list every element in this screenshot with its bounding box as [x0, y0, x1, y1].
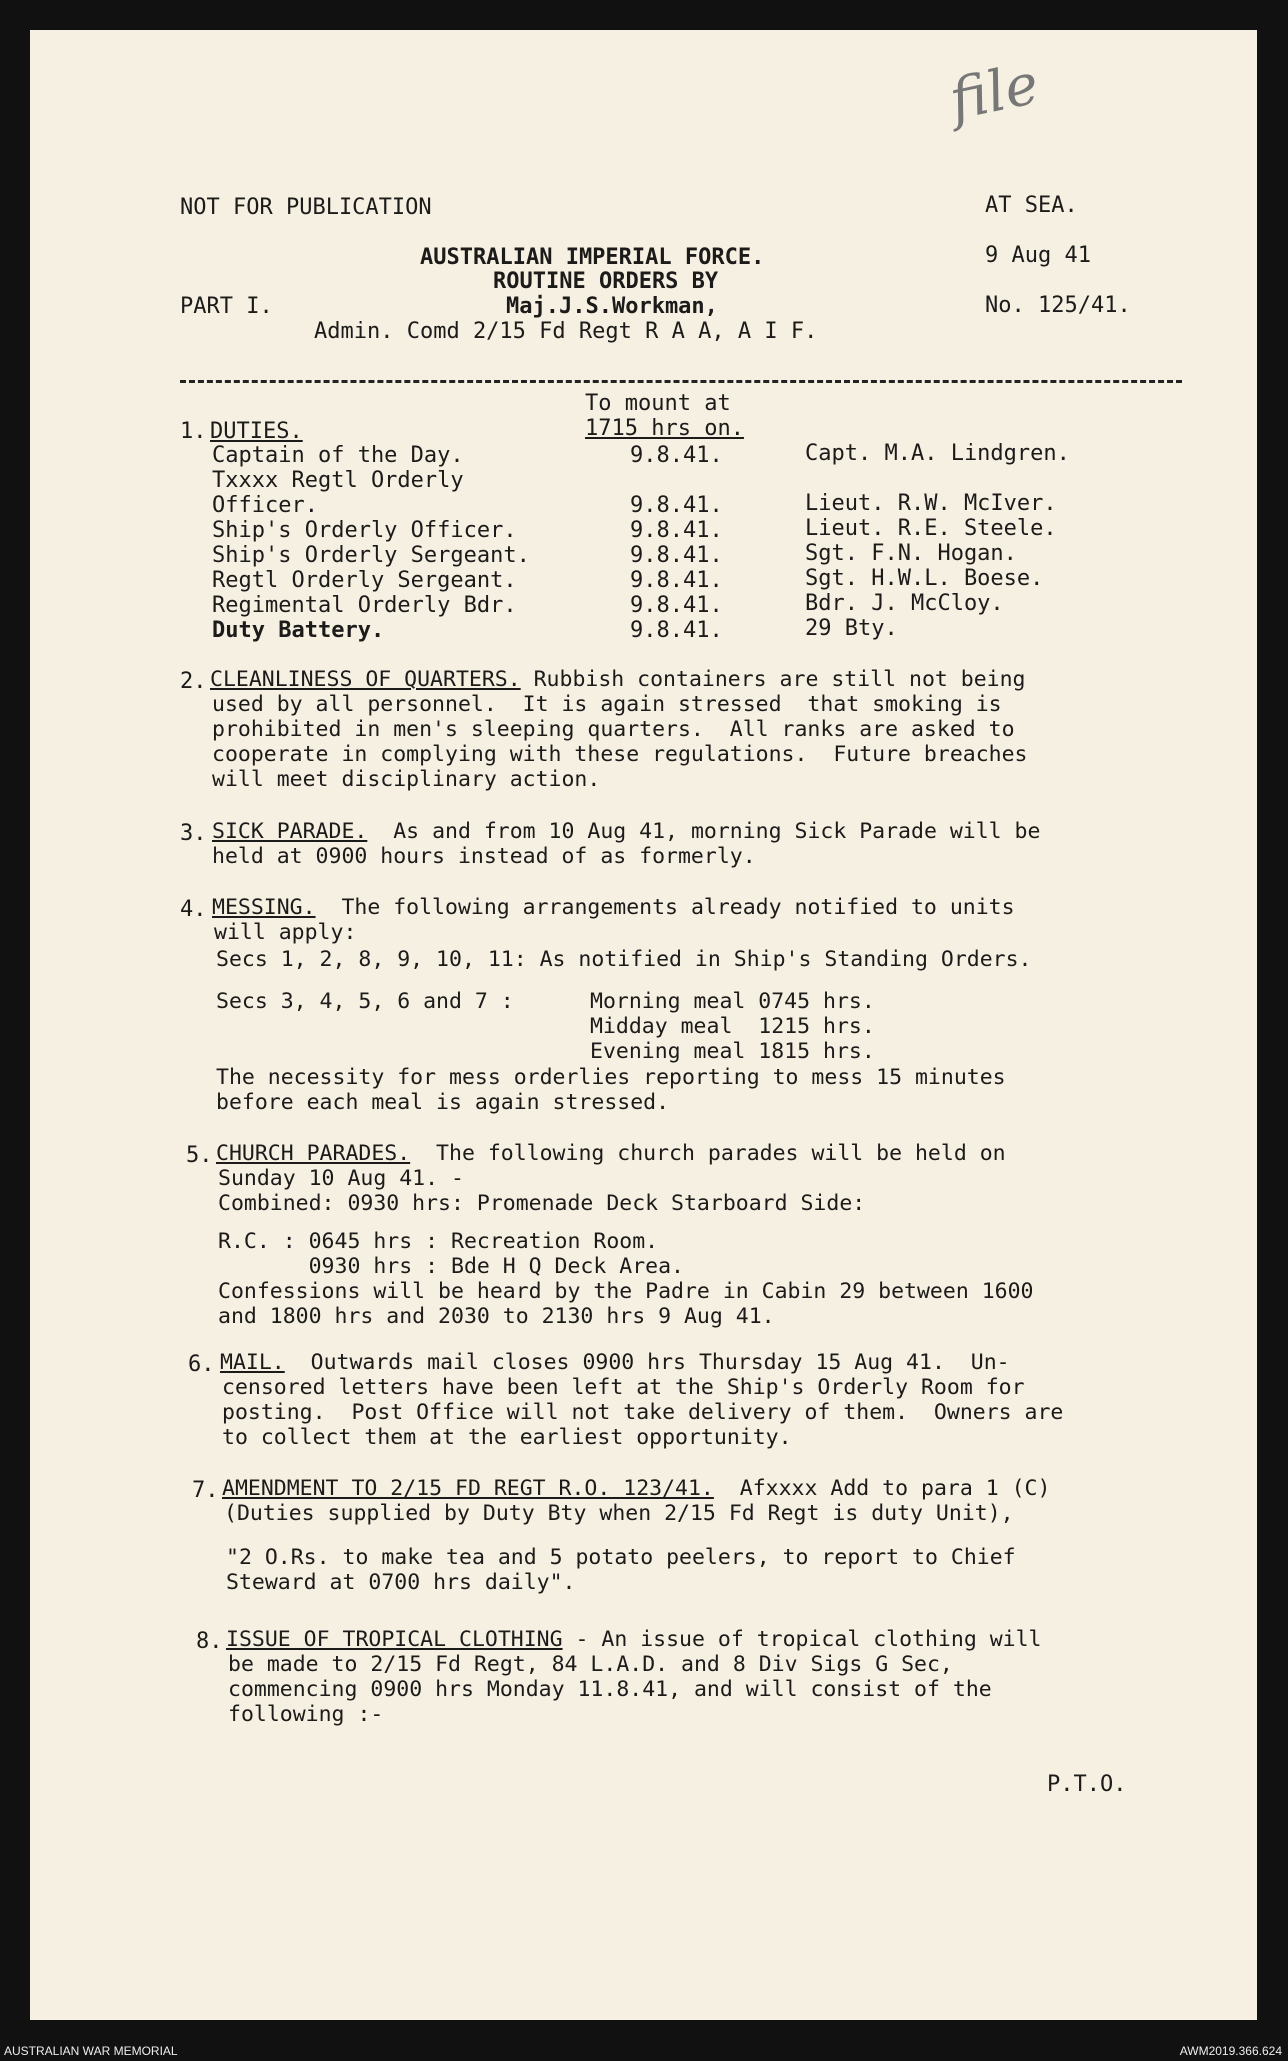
duty-name: Sgt. F.N. Hogan.	[805, 541, 1017, 566]
para-5-line-1	[216, 1142, 1006, 1167]
para-6-number: 6.	[188, 1352, 215, 1377]
order-date: 9 Aug 41	[985, 243, 1091, 268]
duties-col-head-1: To mount at	[585, 391, 731, 416]
duty-role: Txxxx Regtl Orderly	[212, 468, 464, 493]
para-4-line: will apply:	[214, 920, 357, 945]
para-2-line: used by all personnel. It is again stressed that smoking is	[212, 692, 1002, 717]
para-5-number: 5.	[186, 1143, 213, 1168]
duty-date: 9.8.41.	[630, 593, 723, 618]
duty-name: 29 Bty.	[805, 616, 898, 641]
duty-role: Duty Battery.	[212, 618, 385, 643]
para-3-number: 3.	[180, 821, 207, 846]
duty-name: Bdr. J. McCloy.	[805, 591, 1004, 616]
document-page	[30, 30, 1257, 2020]
para-3-line-1	[212, 820, 1040, 845]
para-4-line: before each meal is again stressed.	[216, 1090, 670, 1115]
para-6-line: posting. Post Office will not take delivery of them. Owners are	[222, 1400, 1064, 1425]
para-2-line-1	[210, 668, 1026, 693]
duty-role: Regtl Orderly Sergeant.	[212, 568, 517, 593]
not-for-publication: NOT FOR PUBLICATION	[180, 195, 432, 220]
para-8-number: 8.	[196, 1629, 223, 1654]
para-7-line: (Duties supplied by Duty Bty when 2/15 Fd Regt is duty Unit),	[224, 1501, 1014, 1526]
para-2-line: cooperate in complying with these regulations. Future breaches	[212, 742, 1028, 767]
para-6-heading: MAIL.	[220, 1350, 285, 1375]
para-3-line: held at 0900 hours instead of as formerly.	[212, 844, 756, 869]
duties-number: 1.	[180, 419, 207, 444]
para-2-number: 2.	[180, 669, 207, 694]
para-8-heading: ISSUE OF TROPICAL CLOTHING	[226, 1627, 563, 1652]
duty-name: Capt. M.A. Lindgren.	[805, 441, 1070, 466]
meal-time: Morning meal 0745 hrs.	[590, 989, 875, 1014]
meal-time: Evening meal 1815 hrs.	[590, 1039, 875, 1064]
para-7-quote: Steward at 0700 hrs daily".	[226, 1570, 576, 1595]
duty-role: Captain of the Day.	[212, 443, 464, 468]
para-7-heading: AMENDMENT TO 2/15 FD REGT R.O. 123/41.	[222, 1476, 714, 1501]
para-8-line-1	[226, 1628, 1041, 1653]
para-2-heading: CLEANLINESS OF QUARTERS.	[210, 667, 521, 692]
para-5-text: The following church parades will be held on	[410, 1141, 1006, 1166]
footer-accession-number: AWM2019.366.624	[1179, 2044, 1282, 2058]
para-8-line: be made to 2/15 Fd Regt, 84 L.A.D. and 8 Div Sigs G Sec,	[228, 1652, 953, 1677]
title-line-2: ROUTINE ORDERS BY	[493, 269, 719, 294]
duty-date: 9.8.41.	[630, 518, 723, 543]
para-3-text: As and from 10 Aug 41, morning Sick Parade will be	[367, 819, 1041, 844]
duty-date: 9.8.41.	[630, 618, 723, 643]
duty-name: Lieut. R.E. Steele.	[805, 516, 1057, 541]
para-7-line-1	[222, 1477, 1050, 1502]
title-line-4: Admin. Comd 2/15 Fd Regt R A A, A I F.	[314, 319, 818, 344]
para-4-heading: MESSING.	[212, 895, 316, 920]
para-2-text: Rubbish containers are still not being	[520, 667, 1026, 692]
footer-archive-name: AUSTRALIAN WAR MEMORIAL	[4, 2044, 178, 2058]
duty-date: 9.8.41.	[630, 493, 723, 518]
duty-name: Sgt. H.W.L. Boese.	[805, 566, 1044, 591]
please-turn-over: P.T.O.	[1047, 1772, 1127, 1797]
duty-name: Lieut. R.W. McIver.	[805, 491, 1057, 516]
order-number: No. 125/41.	[985, 293, 1131, 318]
duty-date: 9.8.41.	[630, 543, 723, 568]
para-5-line: Sunday 10 Aug 41. -	[218, 1166, 464, 1191]
para-5-line: Combined: 0930 hrs: Promenade Deck Starboard Side:	[218, 1191, 866, 1216]
para-4-text: The following arrangements already notified to units	[315, 895, 1015, 920]
para-4-line: The necessity for mess orderlies reporting to mess 15 minutes	[216, 1065, 1006, 1090]
para-5-line: Confessions will be heard by the Padre in Cabin 29 between 1600	[218, 1279, 1034, 1304]
para-4-number: 4.	[180, 897, 207, 922]
para-5-line: R.C. : 0645 hrs : Recreation Room.	[218, 1229, 659, 1254]
duties-col-head-2: 1715 hrs on.	[585, 416, 744, 441]
at-sea: AT SEA.	[985, 193, 1078, 218]
para-6-text: Outwards mail closes 0900 hrs Thursday 15 Aug 41. Un-	[284, 1350, 1010, 1375]
para-8-text: - An issue of tropical clothing will	[562, 1627, 1042, 1652]
para-5-line: and 1800 hrs and 2030 to 2130 hrs 9 Aug 41.	[218, 1304, 775, 1329]
para-2-line: will meet disciplinary action.	[212, 767, 601, 792]
duty-date: 9.8.41.	[630, 568, 723, 593]
part-label: PART I.	[180, 294, 273, 319]
para-2-line: prohibited in men's sleeping quarters. All ranks are asked to	[212, 717, 1015, 742]
para-5-heading: CHURCH PARADES.	[216, 1141, 411, 1166]
para-7-text: Afxxxx Add to para 1 (C)	[713, 1476, 1051, 1501]
handwritten-file-note: file	[944, 51, 1045, 134]
para-3-heading: SICK PARADE.	[212, 819, 368, 844]
separator-line	[180, 380, 1182, 383]
title-line-1: AUSTRALIAN IMPERIAL FORCE.	[420, 245, 765, 270]
duty-date: 9.8.41.	[630, 443, 723, 468]
para-4-line: Secs 1, 2, 8, 9, 10, 11: As notified in Ship's Standing Orders.	[216, 947, 1032, 972]
para-4-secs-label: Secs 3, 4, 5, 6 and 7 :	[216, 989, 514, 1014]
para-4-line-1	[212, 896, 1015, 921]
para-6-line-1	[220, 1351, 1010, 1376]
para-8-line: following :-	[228, 1702, 384, 1727]
duty-role: Ship's Orderly Officer.	[212, 518, 517, 543]
duty-role: Ship's Orderly Sergeant.	[212, 543, 530, 568]
para-7-quote: "2 O.Rs. to make tea and 5 potato peelers, to report to Chief	[226, 1545, 1016, 1570]
duty-role: Regimental Orderly Bdr.	[212, 593, 517, 618]
title-line-3: Maj.J.S.Workman,	[506, 294, 718, 319]
para-6-line: censored letters have been left at the Ship's Orderly Room for	[222, 1375, 1025, 1400]
para-7-number: 7.	[192, 1478, 219, 1503]
para-6-line: to collect them at the earliest opportunity.	[222, 1425, 792, 1450]
para-5-line: 0930 hrs : Bde H Q Deck Area.	[218, 1254, 684, 1279]
duty-role: Officer.	[212, 493, 318, 518]
meal-time: Midday meal 1215 hrs.	[590, 1014, 875, 1039]
para-8-line: commencing 0900 hrs Monday 11.8.41, and will consist of the	[228, 1677, 992, 1702]
duties-heading: DUTIES.	[210, 419, 303, 444]
